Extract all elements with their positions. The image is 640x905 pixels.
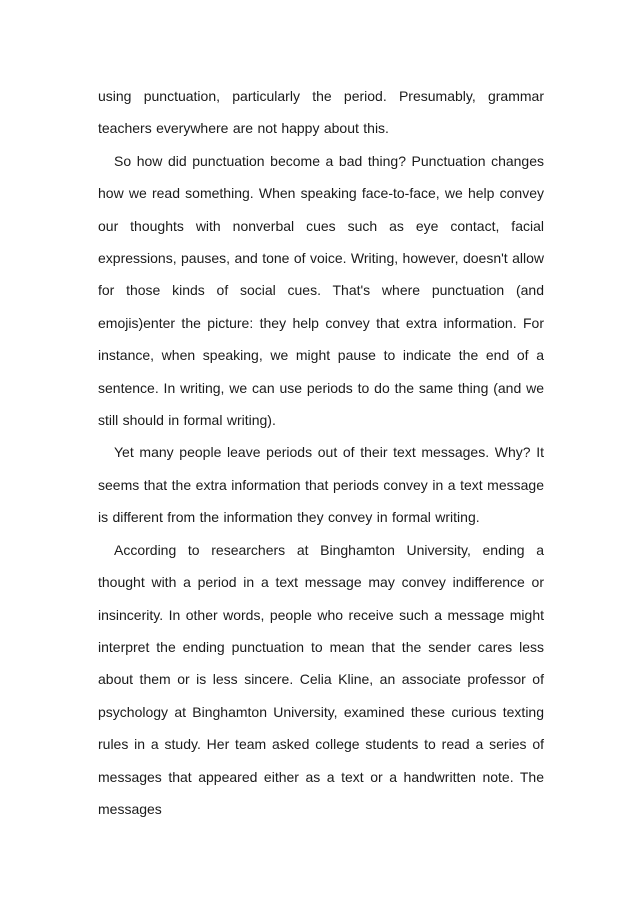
paragraph-3: Yet many people leave periods out of their text messages. Why? It seems that the extra information that periods convey in a text message is different from the information they convey in formal writing. xyxy=(98,444,544,526)
paragraph-4: According to researchers at Binghamton University, ending a thought with a period in a text message may convey indifference or insincerity. In other words, people who receive such a message might interpret the ending punctuation to mean that the sender cares less about them or is less sincere. Celia Kline, an associate professor of psychology at Binghamton University, examined these curious texting rules in a study. Her team asked college students to read a series of messages that appeared either as a text or a handwritten note. The messages xyxy=(98,541,544,817)
document-body xyxy=(98,80,544,825)
paragraph-2: So how did punctuation become a bad thing? Punctuation changes how we read something. When speaking face-to-face, we help convey our thoughts with nonverbal cues such as eye contact, facial expressions, pauses, and tone of voice. Writing, however, doesn't allow for those kinds of social cues. That's where punctuation (and emojis)enter the picture: they help convey that extra information. For instance, when speaking, we might pause to indicate the end of a sentence. In writing, we can use periods to do the same thing (and we still should in formal writing). xyxy=(98,152,544,429)
paragraph-1: using punctuation, particularly the period. Presumably, grammar teachers everywhere are not happy about this. xyxy=(98,88,544,137)
